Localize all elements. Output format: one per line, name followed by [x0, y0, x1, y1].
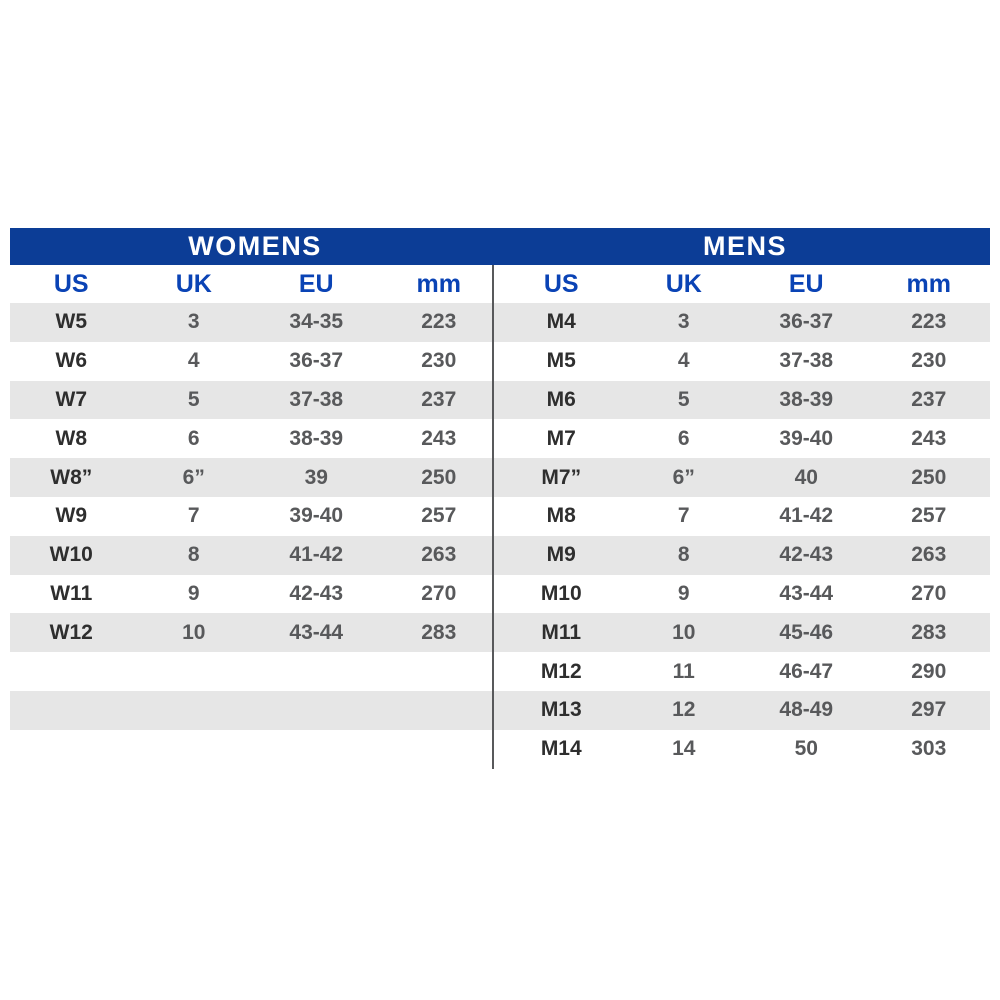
cell: 223: [911, 310, 947, 334]
column-header-us: US: [53, 269, 89, 298]
column-header-eu: EU: [788, 269, 824, 298]
table-row: [500, 730, 990, 769]
cell: W12: [49, 620, 93, 644]
cell: W6: [55, 349, 87, 373]
cell: 7: [187, 504, 200, 528]
table-row: [10, 536, 500, 575]
cell: 45-46: [779, 620, 834, 644]
cell: M11: [541, 620, 582, 644]
cell: W8: [55, 426, 87, 450]
womens-rows: [10, 303, 500, 769]
cell: 6”: [182, 465, 205, 489]
mens-rows: [500, 303, 990, 769]
cell: 5: [187, 387, 200, 411]
table-row: [10, 652, 500, 691]
cell: 297: [911, 698, 947, 722]
cell: 263: [911, 543, 947, 567]
cell: 36-37: [779, 310, 834, 334]
table-row: [10, 419, 500, 458]
cell: 237: [421, 387, 457, 411]
cell: 237: [911, 387, 947, 411]
table-row: [10, 613, 500, 652]
cell: M9: [546, 543, 576, 567]
cell: W9: [55, 504, 87, 528]
womens-column-headers: [10, 265, 500, 303]
cell: 12: [672, 698, 696, 722]
cell: M6: [546, 387, 576, 411]
table-row: [10, 691, 500, 730]
table-row: [500, 691, 990, 730]
cell: 36-37: [289, 349, 344, 373]
table-row: [10, 303, 500, 342]
cell: 3: [187, 310, 200, 334]
cell: M13: [540, 698, 582, 722]
cell: W7: [55, 387, 87, 411]
table-row: [500, 497, 990, 536]
cell: M12: [540, 659, 582, 683]
table-divider: [492, 265, 494, 769]
cell: 3: [677, 310, 690, 334]
cell: W11: [50, 581, 93, 605]
cell: 223: [421, 310, 457, 334]
column-header-mm: mm: [416, 269, 461, 298]
cell: 37-38: [289, 387, 344, 411]
cell: 283: [911, 620, 947, 644]
cell: 5: [677, 387, 690, 411]
cell: W10: [49, 543, 93, 567]
cell: 14: [672, 737, 696, 761]
column-header-uk: UK: [665, 269, 702, 298]
cell: M14: [540, 737, 582, 761]
cell: 243: [911, 426, 947, 450]
table-row: [500, 613, 990, 652]
cell: 290: [911, 659, 947, 683]
cell: 263: [421, 543, 457, 567]
column-header-eu: EU: [298, 269, 334, 298]
cell: 270: [911, 581, 947, 605]
cell: 303: [911, 737, 947, 761]
cell: 48-49: [779, 698, 834, 722]
cell: 6”: [672, 465, 695, 489]
table-row: [500, 303, 990, 342]
table-row: [10, 458, 500, 497]
cell: 283: [421, 620, 457, 644]
cell: 50: [794, 737, 818, 761]
cell: 39-40: [779, 426, 834, 450]
column-header-us: US: [543, 269, 579, 298]
cell: 250: [421, 465, 457, 489]
mens-column-headers: [500, 265, 990, 303]
womens-table: [10, 265, 500, 769]
mens-title: MENS: [702, 231, 787, 261]
table-row: [500, 342, 990, 381]
table-row: [500, 458, 990, 497]
cell: 4: [187, 349, 200, 373]
cell: 243: [421, 426, 457, 450]
cell: 250: [911, 465, 947, 489]
cell: 38-39: [779, 387, 834, 411]
cell: 41-42: [779, 504, 834, 528]
cell: 4: [677, 349, 690, 373]
cell: 37-38: [779, 349, 834, 373]
cell: 34-35: [289, 310, 344, 334]
table-row: [10, 575, 500, 614]
cell: 46-47: [779, 659, 834, 683]
table-row: [500, 419, 990, 458]
cell: 8: [187, 543, 200, 567]
cell: 9: [187, 581, 200, 605]
cell: 257: [421, 504, 457, 528]
cell: 230: [911, 349, 947, 373]
cell: M7: [546, 426, 576, 450]
cell: 6: [187, 426, 200, 450]
table-row: [500, 381, 990, 420]
cell: W5: [55, 310, 87, 334]
column-header-uk: UK: [175, 269, 212, 298]
cell: 42-43: [779, 543, 834, 567]
cell: M10: [540, 581, 582, 605]
womens-title: WOMENS: [188, 231, 322, 261]
cell: 7: [677, 504, 690, 528]
cell: 43-44: [779, 581, 834, 605]
table-row: [10, 497, 500, 536]
cell: 39-40: [289, 504, 344, 528]
cell: 270: [421, 581, 457, 605]
cell: 230: [421, 349, 457, 373]
cell: W8”: [50, 465, 93, 489]
cell: 38-39: [289, 426, 344, 450]
cell: 10: [672, 620, 696, 644]
table-row: [500, 536, 990, 575]
table-row: [10, 381, 500, 420]
column-header-mm: mm: [906, 269, 951, 298]
table-row: [500, 575, 990, 614]
cell: M4: [546, 310, 576, 334]
cell: 41-42: [289, 543, 344, 567]
cell: 6: [677, 426, 690, 450]
table-row: [10, 342, 500, 381]
cell: 257: [911, 504, 947, 528]
cell: M5: [546, 349, 576, 373]
cell: 40: [794, 465, 818, 489]
cell: 42-43: [289, 581, 344, 605]
cell: 8: [677, 543, 690, 567]
table-row: [10, 730, 500, 769]
cell: 10: [182, 620, 206, 644]
cell: 9: [677, 581, 690, 605]
cell: M8: [546, 504, 576, 528]
tables: [10, 265, 990, 769]
mens-table: [500, 265, 990, 769]
cell: 43-44: [289, 620, 344, 644]
cell: 39: [304, 465, 328, 489]
table-row: [500, 652, 990, 691]
title-bar: [10, 228, 990, 265]
cell: 11: [672, 659, 695, 683]
size-chart-body: [10, 228, 990, 769]
cell: M7”: [541, 465, 582, 489]
